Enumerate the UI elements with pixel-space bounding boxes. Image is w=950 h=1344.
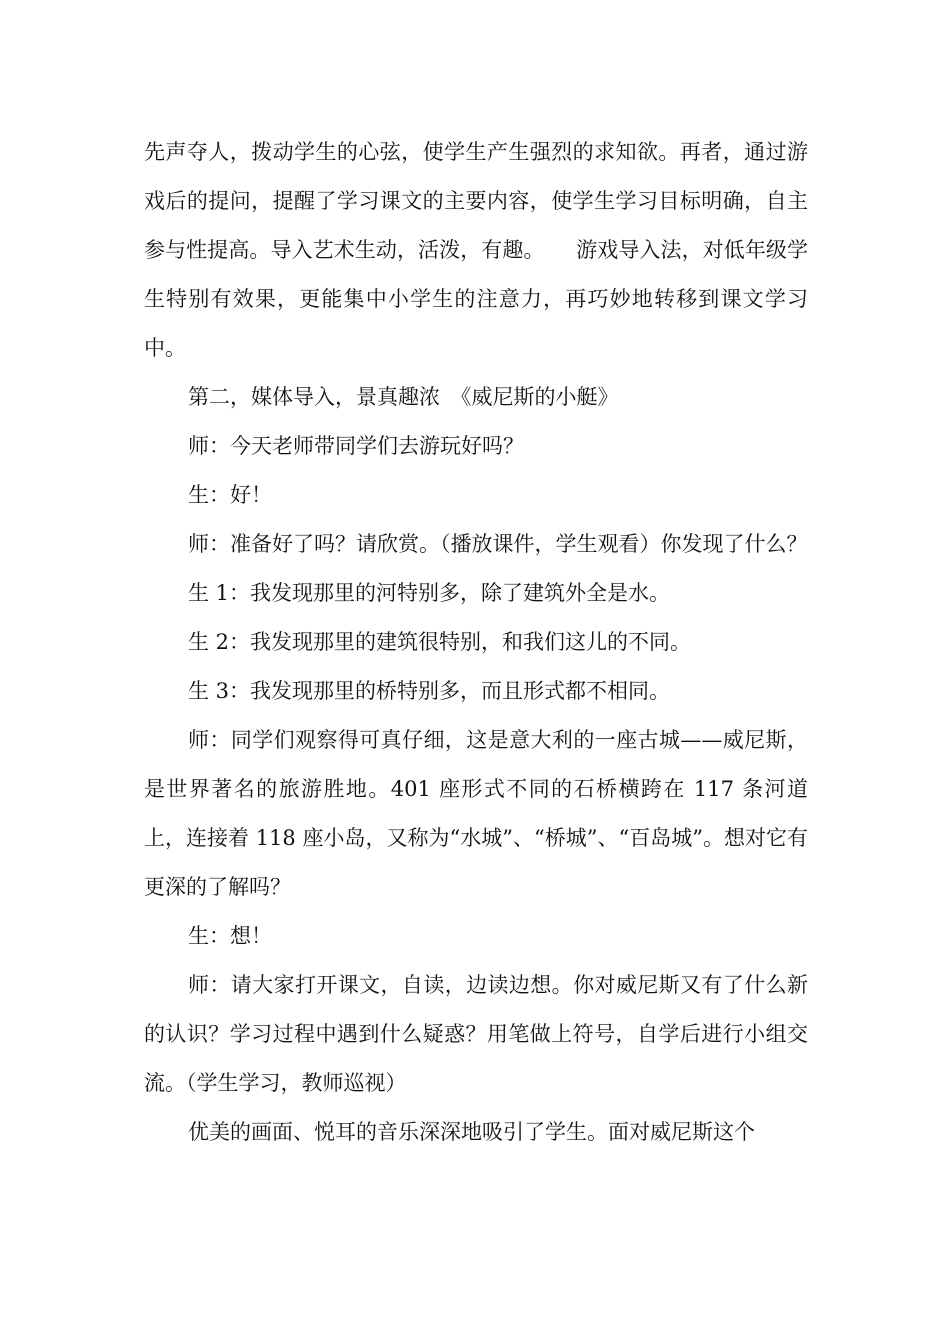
paragraph-student-line: 生 3：我发现那里的桥特别多，而且形式都不相同。: [188, 679, 671, 703]
paragraph-teacher-line: 师：同学们观察得可真仔细，这是意大利的一座古城——威尼斯，是世界著名的旅游胜地。401 座形式不同的石桥横跨在 117 条河道上，连接着 118 座小岛，又称为“水城”、“桥城”、“百岛城”。想对它有更深的了解吗？: [144, 728, 808, 899]
paragraph-teacher-line: 师：请大家打开课文，自读，边读边想。你对威尼斯又有了什么新的认识？学习过程中遇到什么疑惑？用笔做上符号，自学后进行小组交流。（学生学习，教师巡视）: [144, 973, 808, 1095]
paragraph-student-line: 生：想！: [188, 924, 272, 948]
paragraph-student-line: 生：好！: [188, 483, 272, 507]
paragraph-student-line: 生 1：我发现那里的河特别多，除了建筑外全是水。: [188, 581, 671, 605]
paragraph-student-line: 生 2：我发现那里的建筑很特别，和我们这儿的不同。: [188, 630, 692, 654]
paragraph-analysis: 优美的画面、悦耳的音乐深深地吸引了学生。面对威尼斯这个: [188, 1120, 755, 1144]
paragraph-section-media-intro: 第二，媒体导入，景真趣浓 《威尼斯的小艇》: [188, 385, 619, 409]
paragraph-game-intro-summary: 先声夺人，拨动学生的心弦，使学生产生强烈的求知欲。再者，通过游戏后的提问，提醒了学习课文的主要内容，使学生学习目标明确，自主参与性提高。导入艺术生动，活泼，有趣。 游戏导入法，对低年级学生特别有效果，更能集中小学生的注意力，再巧妙地转移到课文学习中。: [144, 140, 808, 360]
document-body: [144, 128, 808, 1157]
paragraph-teacher-line: 师：今天老师带同学们去游玩好吗？: [188, 434, 524, 458]
paragraph-teacher-line: 师：准备好了吗？请欣赏。（播放课件，学生观看）你发现了什么？: [188, 532, 808, 556]
